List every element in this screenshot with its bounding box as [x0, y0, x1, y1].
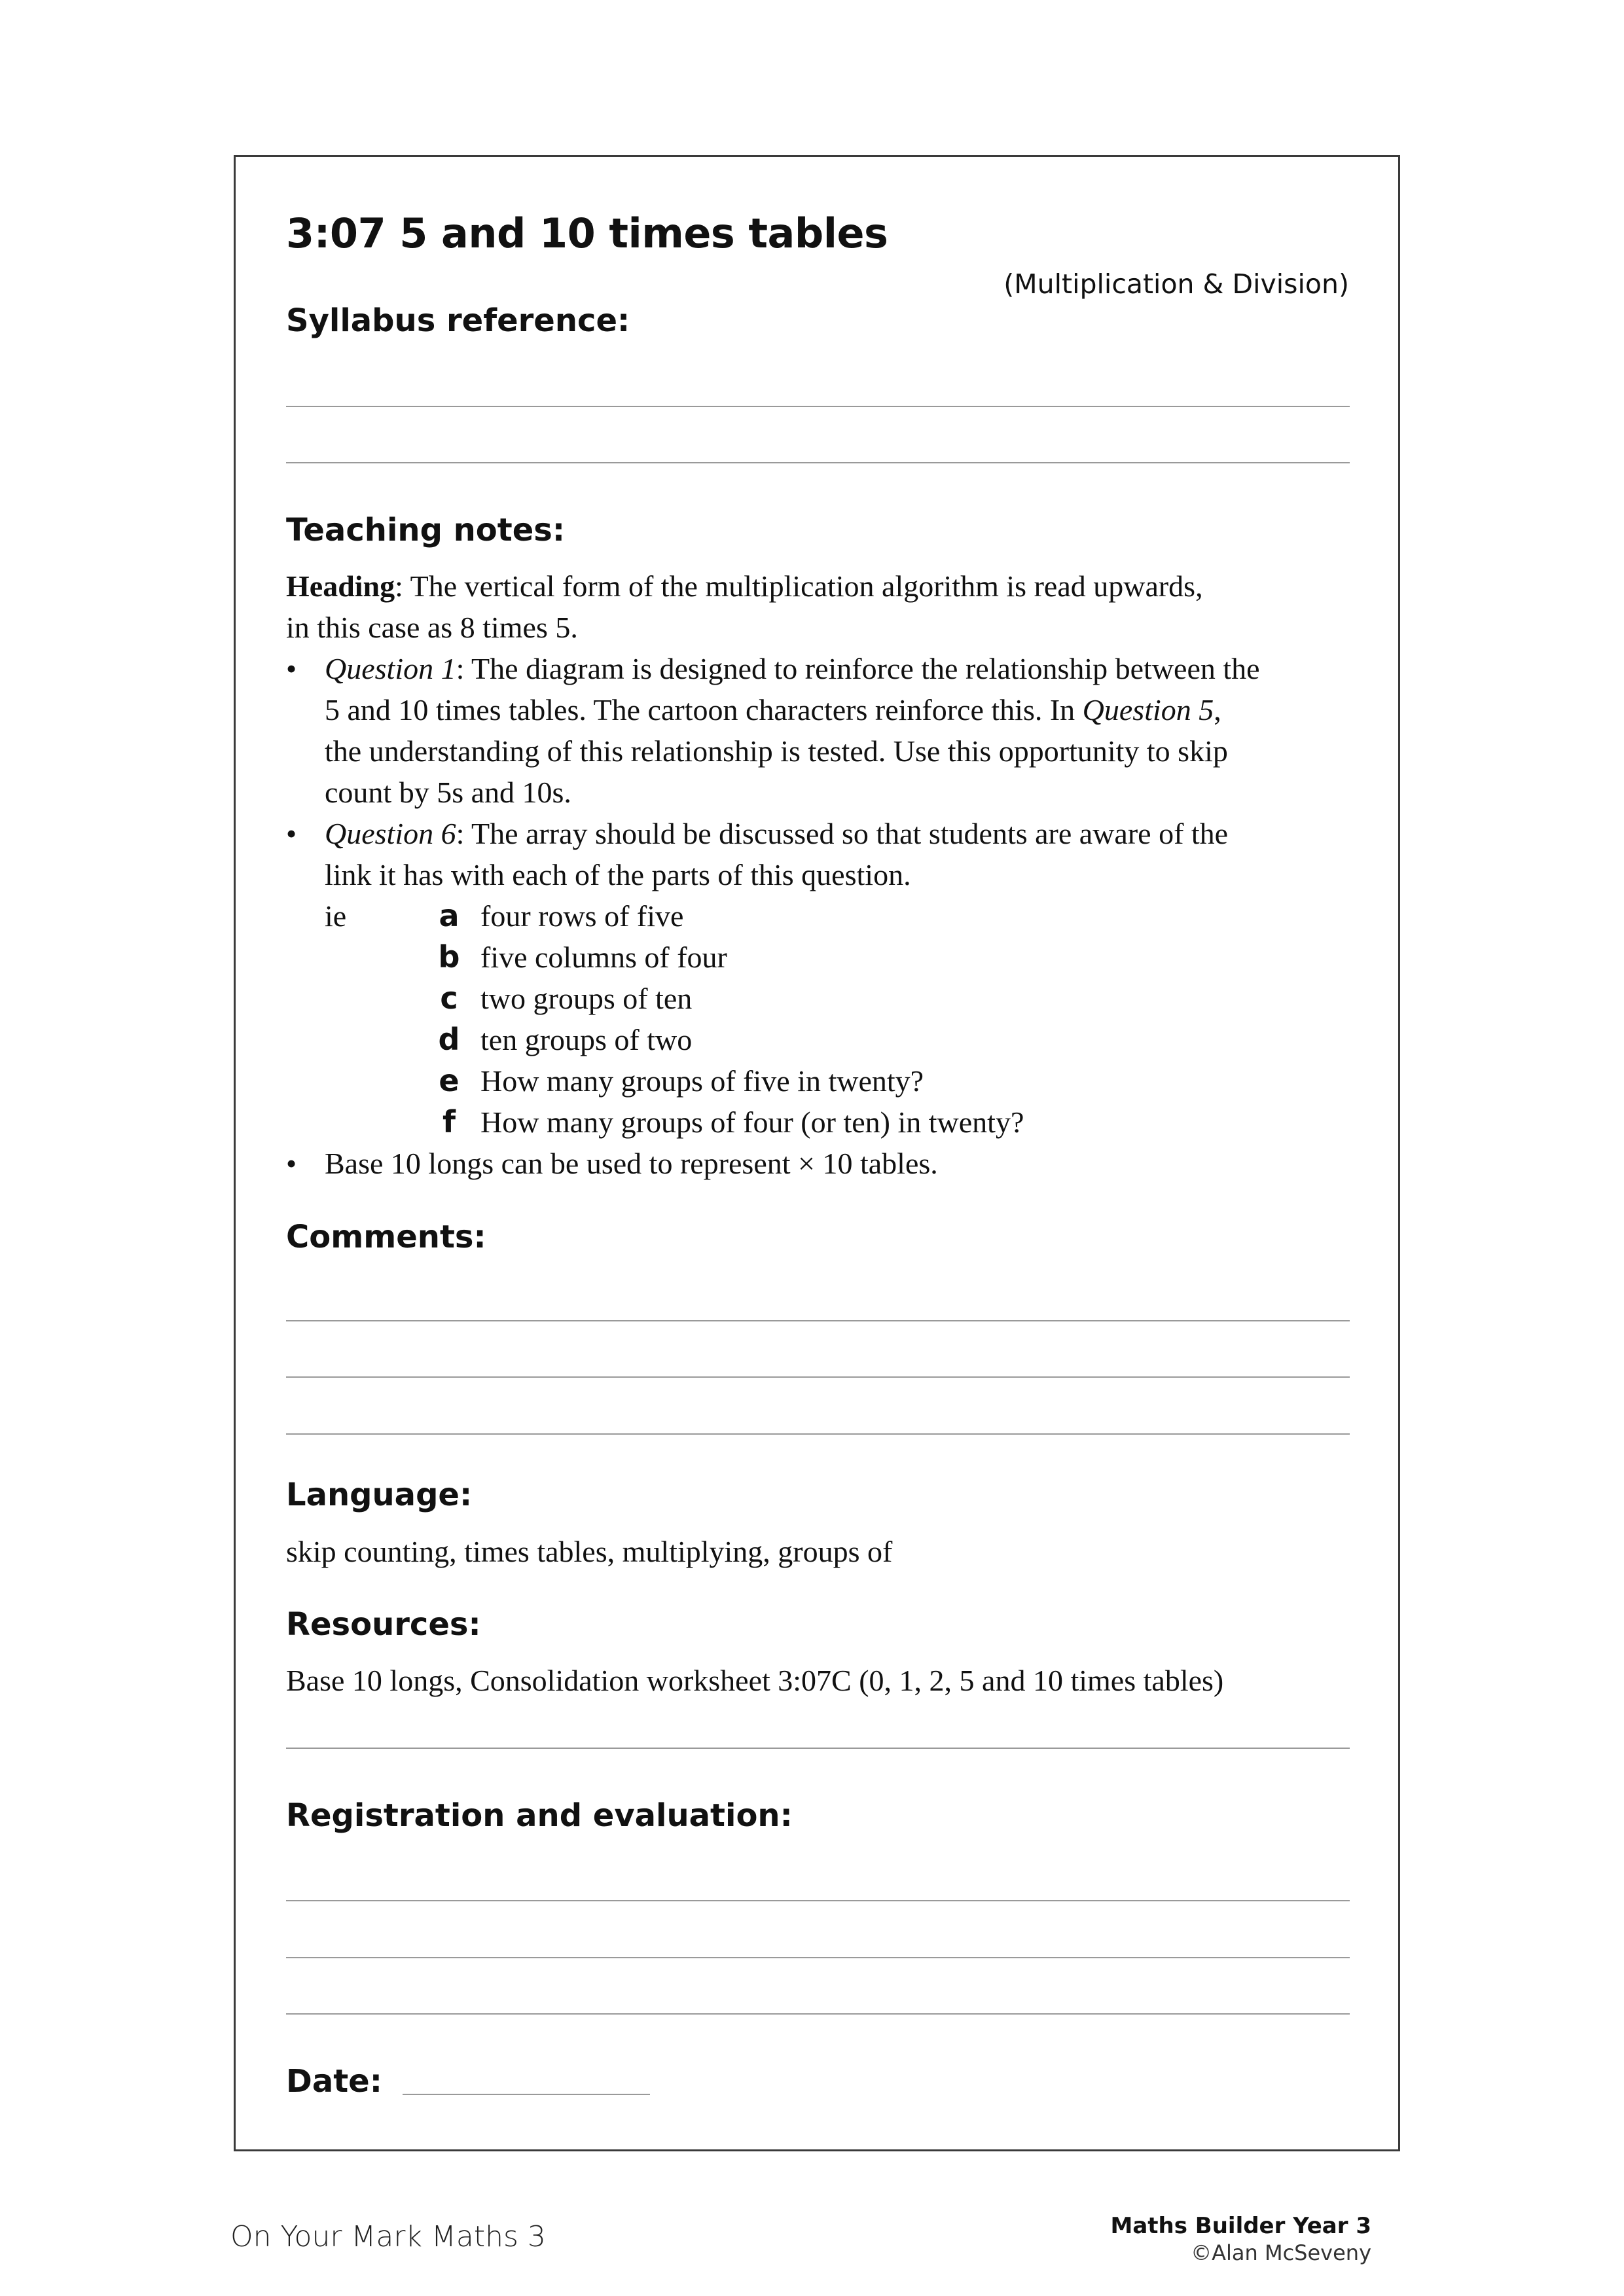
date-line [403, 2094, 650, 2095]
ie-text: five columns of four [480, 941, 727, 974]
question-1-line-3: the understanding of this relationship is tested. Use this opportunity to skip [325, 734, 1228, 768]
question-6-label: Question 6 [325, 817, 456, 850]
heading-note-label: Heading [286, 569, 395, 603]
question-1-line-2-end: , [1214, 693, 1221, 726]
comments-line-1 [286, 1320, 1350, 1321]
base-10-note: Base 10 longs can be used to represent × 10 tables. [325, 1147, 938, 1180]
bullet-icon: • [286, 652, 297, 685]
syllabus-line-2 [286, 462, 1350, 463]
bullet-question-1 [286, 648, 1360, 813]
ie-item-d [325, 1019, 1360, 1060]
ie-text: four rows of five [480, 899, 684, 933]
question-6-line-1: : The array should be discussed so that students are aware of the [456, 817, 1229, 850]
comments-heading: Comments: [286, 1219, 486, 1255]
heading-note-text-2: in this case as 8 times 5. [286, 611, 578, 644]
page-title: 3:07 5 and 10 times tables [286, 209, 888, 257]
ie-letter: b [438, 939, 460, 975]
teaching-notes-heading: Teaching notes: [286, 512, 566, 548]
language-text [286, 1531, 1360, 1572]
date-label: Date: [286, 2063, 382, 2100]
bullet-icon: • [286, 817, 297, 850]
heading-note [286, 565, 1360, 607]
question-6-line-2: link it has with each of the parts of this question. [325, 858, 911, 891]
registration-line-3 [286, 2013, 1350, 2015]
ie-letter: e [439, 1063, 460, 1098]
footer-copyright: ©Alan McSeveny [1191, 2240, 1371, 2265]
ie-item-e [325, 1060, 1360, 1102]
resources-text [286, 1660, 1360, 1701]
ie-letter: a [439, 898, 460, 933]
bullet-base-10 [286, 1143, 1360, 1184]
question-1-line-4: count by 5s and 10s. [325, 776, 571, 809]
ie-item-a [325, 895, 1360, 937]
registration-line-2 [286, 1957, 1350, 1958]
ie-text: How many groups of five in twenty? [480, 1064, 924, 1098]
resources-line [286, 1748, 1350, 1749]
topic-label: (Multiplication & Division) [1003, 268, 1349, 300]
bullet-icon: • [286, 1147, 297, 1180]
question-5-ref: Question 5 [1082, 693, 1214, 726]
ie-letter: f [442, 1104, 456, 1139]
resources-heading: Resources: [286, 1606, 481, 1643]
language-terms: skip counting, times tables, multiplying, groups of [286, 1535, 893, 1568]
ie-item-c [325, 978, 1360, 1019]
teaching-notes-body [286, 565, 1360, 1184]
syllabus-line-1 [286, 406, 1350, 407]
footer-series-title: On Your Mark Maths 3 [230, 2220, 546, 2253]
bullet-question-6 [286, 813, 1360, 1143]
language-heading: Language: [286, 1477, 473, 1513]
ie-text: How many groups of four (or ten) in twenty? [480, 1105, 1024, 1139]
comments-line-2 [286, 1376, 1350, 1378]
footer-credits [1110, 2212, 1371, 2266]
syllabus-heading: Syllabus reference: [286, 302, 630, 339]
registration-heading: Registration and evaluation: [286, 1797, 793, 1834]
ie-item-b [325, 937, 1360, 978]
ie-text: ten groups of two [480, 1023, 693, 1056]
ie-letter: c [440, 980, 458, 1016]
resources-list: Base 10 longs, Consolidation worksheet 3:07C (0, 1, 2, 5 and 10 times tables) [286, 1664, 1224, 1697]
question-1-line-2: 5 and 10 times tables. The cartoon characters reinforce this. In [325, 693, 1083, 726]
ie-item-f [325, 1102, 1360, 1143]
ie-letter: d [438, 1022, 460, 1057]
footer-book-title: Maths Builder Year 3 [1110, 2213, 1371, 2239]
question-1-line-1: : The diagram is designed to reinforce the relationship between the [456, 652, 1260, 685]
ie-text: two groups of ten [480, 982, 693, 1015]
registration-line-1 [286, 1900, 1350, 1901]
heading-note-text-1: : The vertical form of the multiplication algorithm is read upwards, [395, 569, 1203, 603]
ie-label: ie [325, 899, 347, 933]
question-1-label: Question 1 [325, 652, 456, 685]
comments-line-3 [286, 1433, 1350, 1435]
